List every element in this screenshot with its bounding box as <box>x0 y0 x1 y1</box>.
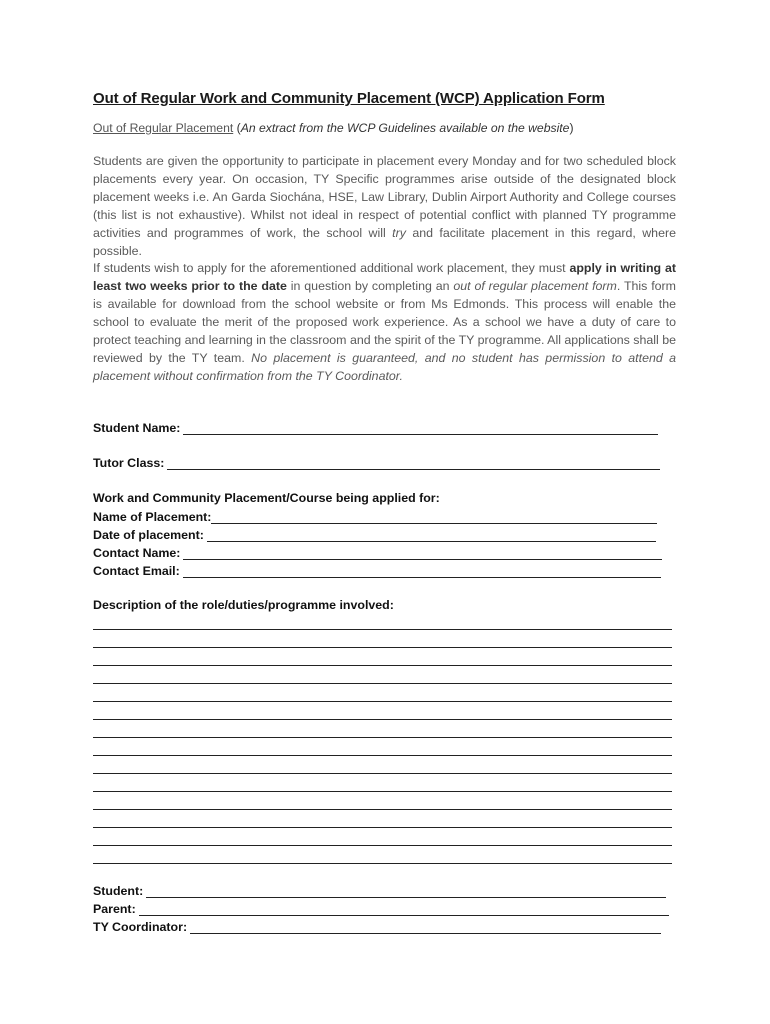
name-of-placement-label: Name of Placement: <box>93 510 212 524</box>
student-signature-field <box>93 880 666 898</box>
wcp-section-heading: Work and Community Placement/Course being applied for: <box>93 491 440 505</box>
tutor-class-input-line[interactable] <box>167 457 660 470</box>
description-line[interactable] <box>93 791 672 792</box>
contact-email-field <box>93 560 661 578</box>
tutor-class-field <box>93 452 660 470</box>
parent-signature-field <box>93 898 669 916</box>
description-line[interactable] <box>93 755 672 756</box>
description-line[interactable] <box>93 827 672 828</box>
description-line[interactable] <box>93 701 672 702</box>
ty-coordinator-signature-label: TY Coordinator: <box>93 920 188 934</box>
student-signature-input-line[interactable] <box>146 885 666 898</box>
contact-name-input-line[interactable] <box>183 547 662 560</box>
date-of-placement-input-line[interactable] <box>207 529 656 542</box>
description-line[interactable] <box>93 845 672 846</box>
form-subtitle <box>93 121 574 135</box>
description-line[interactable] <box>93 737 672 738</box>
date-of-placement-field <box>93 524 656 542</box>
description-line[interactable] <box>93 773 672 774</box>
paragraph-1-end: and facilitate placement in this regard, where possible. <box>93 225 676 258</box>
description-line[interactable] <box>93 665 672 666</box>
ty-coordinator-signature-field <box>93 916 661 934</box>
form-title: Out of Regular Work and Community Placement (WCP) Application Form <box>93 90 605 107</box>
paragraph-1 <box>93 153 676 260</box>
paragraph-1-text: Students are given the opportunity to participate in placement every Monday and for two scheduled block placements every year. On occasion, TY Specific programmes arise outside of the designated block placement weeks i.e. An Garda Siochána, HSE, Law Library, Dublin Airport Authority and College courses (this list is not exhaustive). Whilst not ideal in respect of potential conflict with planned TY programme activities and programmes of work, the school will <box>93 154 676 240</box>
contact-email-input-line[interactable] <box>183 565 661 578</box>
student-signature-label: Student: <box>93 884 144 898</box>
description-line[interactable] <box>93 629 672 630</box>
parent-signature-label: Parent: <box>93 902 136 916</box>
description-line[interactable] <box>93 809 672 810</box>
description-heading: Description of the role/duties/programme involved: <box>93 598 394 612</box>
student-name-input-line[interactable] <box>183 422 658 435</box>
paragraph-2 <box>93 260 676 385</box>
contact-name-field <box>93 542 662 560</box>
guidelines-text <box>93 153 676 386</box>
parent-signature-input-line[interactable] <box>139 903 669 916</box>
subtitle-open-paren: ( <box>233 121 241 135</box>
paragraph-2-italic: out of regular placement form <box>453 279 617 294</box>
contact-name-label: Contact Name: <box>93 546 181 560</box>
description-line[interactable] <box>93 719 672 720</box>
paragraph-2-text-c: . This form is available for download from the school website or from Ms Edmonds. This process will enable the school to evaluate the merit of the proposed work experience. As a school we have a duty of care to protect teaching and learning in the classroom and the spirit of the TY programme. All applications shall be reviewed by the TY team. <box>93 279 676 365</box>
name-of-placement-input-line[interactable] <box>211 511 657 524</box>
description-line[interactable] <box>93 683 672 684</box>
subtitle-close-paren: ) <box>569 121 574 135</box>
student-name-label: Student Name: <box>93 421 181 435</box>
tutor-class-label: Tutor Class: <box>93 456 165 470</box>
contact-email-label: Contact Email: <box>93 564 180 578</box>
student-name-field <box>93 417 658 435</box>
subtitle-italic: An extract from the WCP Guidelines available on the website <box>240 121 570 135</box>
ty-coordinator-signature-input-line[interactable] <box>190 921 661 934</box>
paragraph-2-bold: apply in writing at least two weeks prior to the date <box>93 261 676 294</box>
subtitle-underlined: Out of Regular Placement <box>93 121 234 135</box>
paragraph-1-try: try <box>392 225 406 240</box>
date-of-placement-label: Date of placement: <box>93 528 204 542</box>
name-of-placement-field <box>93 506 657 524</box>
paragraph-2-italic-end: No placement is guaranteed, and no student has permission to attend a placement without confirmation from the TY Coordinator. <box>93 350 677 383</box>
description-line[interactable] <box>93 863 672 864</box>
paragraph-2-text-a: If students wish to apply for the aforementioned additional work placement, they must <box>93 261 570 276</box>
paragraph-2-text-b: in question by completing an <box>286 279 454 294</box>
description-line[interactable] <box>93 647 672 648</box>
